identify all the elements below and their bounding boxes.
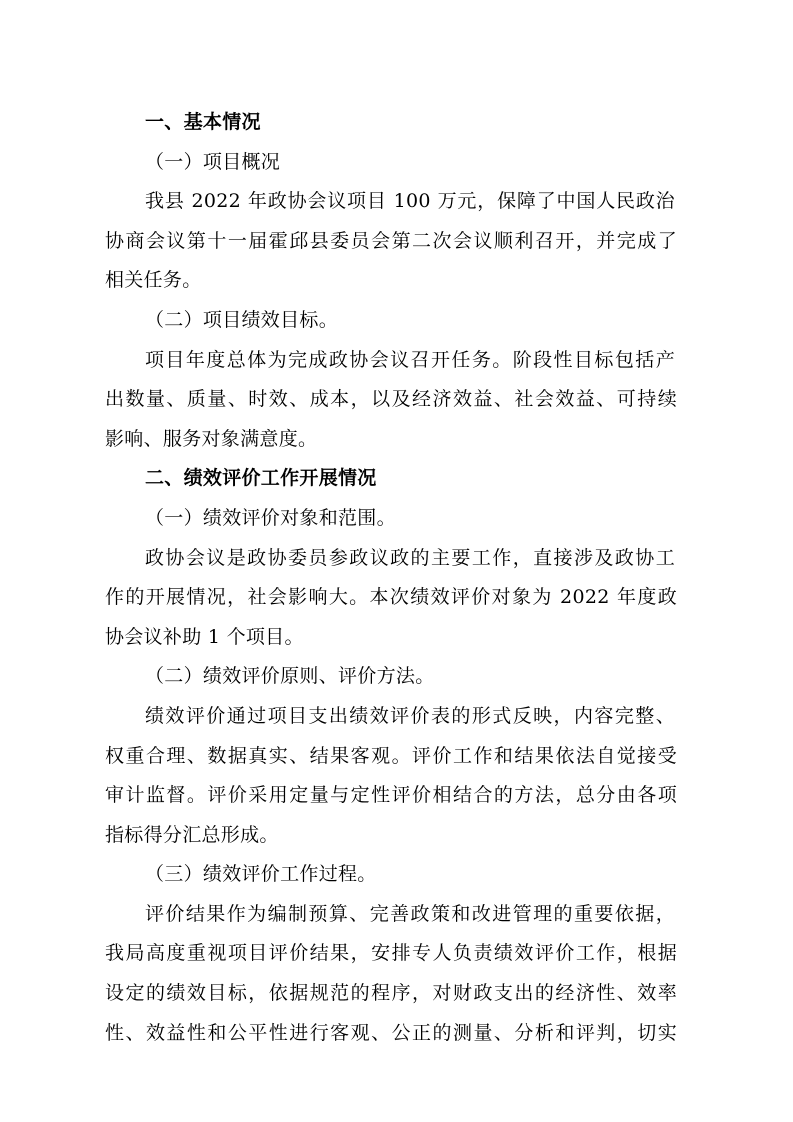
paragraph-line: 绩效评价通过项目支出绩效评价表的形式反映，内容完整、: [145, 704, 675, 727]
paragraph-line: 项目年度总体为完成政协会议召开任务。阶段性目标包括产: [145, 348, 675, 371]
section-heading-basic: 一、基本情况: [145, 111, 261, 133]
paragraph-line: 政协会议是政协委员参政议政的主要工作，直接涉及政协工: [145, 546, 675, 569]
paragraph-line: 影响、服务对象满意度。: [105, 427, 318, 450]
paragraph-line: 指标得分汇总形成。: [105, 823, 279, 846]
subheading-evaluation-scope: （一）绩效评价对象和范围。: [145, 506, 396, 529]
paragraph-line: 设定的绩效目标，依据规范的程序，对财政支出的经济性、效率: [105, 982, 677, 1005]
paragraph-line: 评价结果作为编制预算、完善政策和改进管理的重要依据，: [145, 902, 675, 925]
paragraph-line: 相关任务。: [105, 269, 202, 292]
paragraph-line: 我县 2022 年政协会议项目 100 万元，保障了中国人民政治: [145, 190, 675, 213]
paragraph-line: 审计监督。评价采用定量与定性评价相结合的方法，总分由各项: [105, 784, 677, 807]
paragraph-line: 权重合理、数据真实、结果客观。评价工作和结果依法自觉接受: [105, 744, 677, 767]
paragraph-line: 我局高度重视项目评价结果，安排专人负责绩效评价工作，根据: [105, 942, 677, 965]
paragraph-line: 作的开展情况，社会影响大。本次绩效评价对象为 2022 年度政: [105, 586, 677, 609]
section-heading-evaluation: 二、绩效评价工作开展情况: [145, 467, 377, 490]
paragraph-line: 协商会议第十一届霍邱县委员会第二次会议顺利召开，并完成了: [105, 229, 677, 252]
subheading-performance-goal: （二）项目绩效目标。: [145, 308, 339, 331]
subheading-evaluation-principles: （二）绩效评价原则、评价方法。: [145, 665, 435, 688]
subheading-evaluation-process: （三）绩效评价工作过程。: [145, 863, 377, 886]
paragraph-line: 协会议补助 1 个项目。: [105, 625, 304, 648]
paragraph-line: 出数量、质量、时效、成本，以及经济效益、社会效益、可持续: [105, 388, 677, 411]
subheading-project-overview: （一）项目概况: [145, 150, 281, 173]
paragraph-line: 性、效益性和公平性进行客观、公正的测量、分析和评判，切实: [105, 1021, 677, 1044]
document-body: [105, 103, 715, 1053]
